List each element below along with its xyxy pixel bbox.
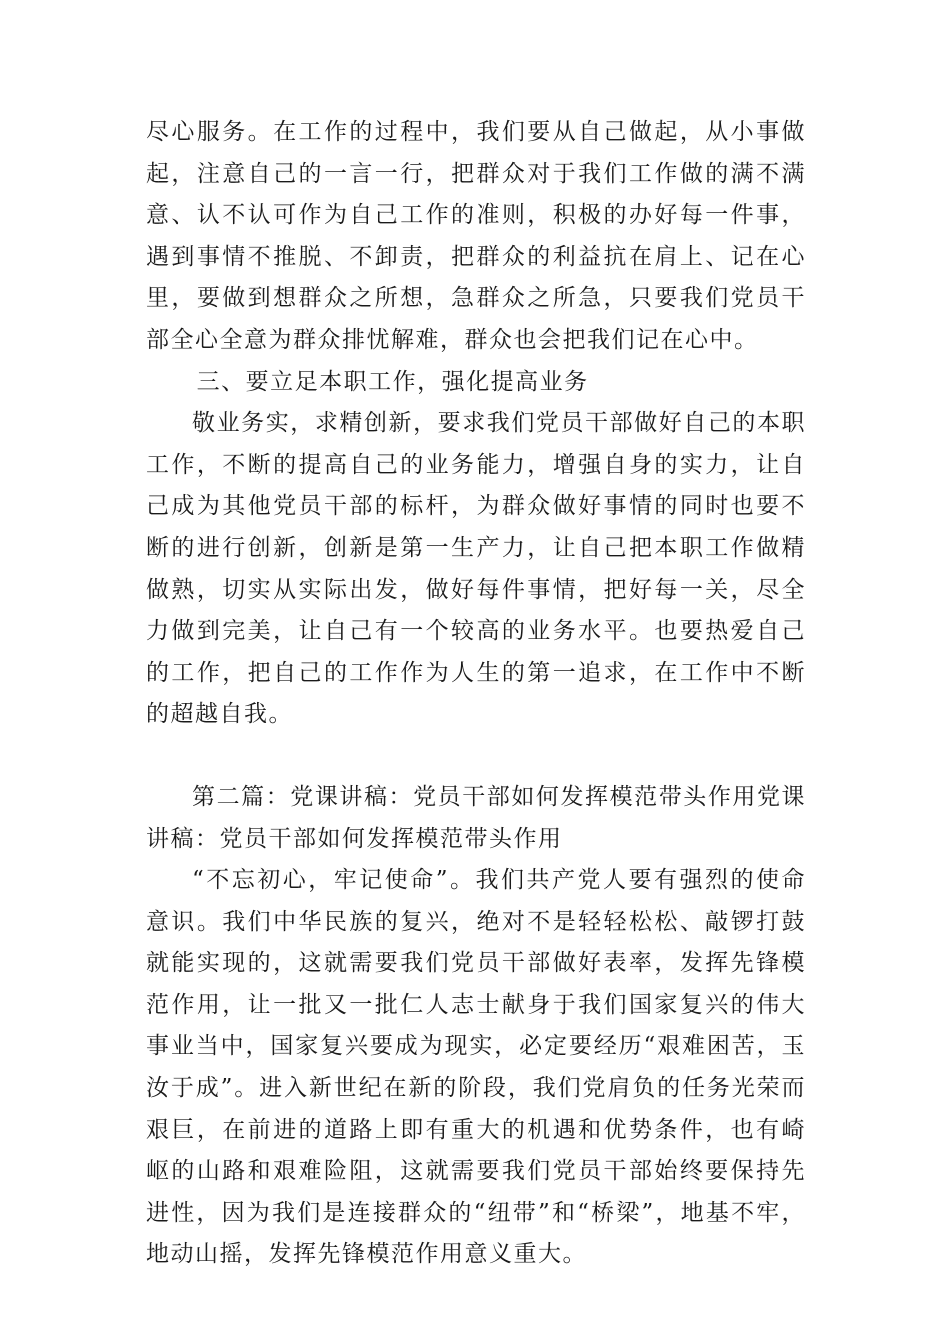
chapter-two-title: 第二篇：党课讲稿：党员干部如何发挥模范带头作用党课讲稿：党员干部如何发挥模范带头作用 [146, 783, 806, 852]
paragraph-professional-work: 敬业务实，求精创新，要求我们党员干部做好自己的本职工作，不断的提高自己的业务能力，增强自身的实力，让自己成为其他党员干部的标杆，为群众做好事情的同时也要不断的进行创新，创新是第一生产力，让自己把本职工作做精做熟，切实从实际出发，做好每件事情，把好每一关，尽全力做到完美，让自己有一个较高的业务水平。也要热爱自己的工作，把自己的工作作为人生的第一追求，在工作中不断的超越自我。 [146, 410, 806, 728]
paragraph-mission: “不忘初心，牢记使命”。我们共产党人要有强烈的使命意识。我们中华民族的复兴，绝对不是轻轻松松、敲锣打鼓就能实现的，这就需要我们党员干部做好表率，发挥先锋模范作用，让一批又一批仁人志士献身于我们国家复兴的伟大事业当中，国家复兴要成为现实，必定要经历“艰难困苦，玉汝于成”。进入新世纪在新的阶段，我们党肩负的任务光荣而艰巨，在前进的道路上即有重大的机遇和优势条件，也有崎岖的山路和艰难险阻，这就需要我们党员干部始终要保持先进性，因为我们是连接群众的“纽带”和“桥梁”，地基不牢，地动山摇，发挥先锋模范作用意义重大。 [146, 867, 806, 1268]
blank-line [146, 736, 806, 777]
section-heading-three: 三、要立足本职工作，强化提高业务 [196, 368, 589, 395]
document-body [146, 112, 806, 1276]
paragraph-service: 尽心服务。在工作的过程中，我们要从自己做起，从小事做起，注意自己的一言一行，把群众对于我们工作做的满不满意、认不认可作为自己工作的准则，积极的办好每一件事，遇到事情不推脱、不卸责，把群众的利益抗在肩上、记在心里，要做到想群众之所想，急群众之所急，只要我们党员干部全心全意为群众排忧解难，群众也会把我们记在心中。 [146, 119, 806, 353]
